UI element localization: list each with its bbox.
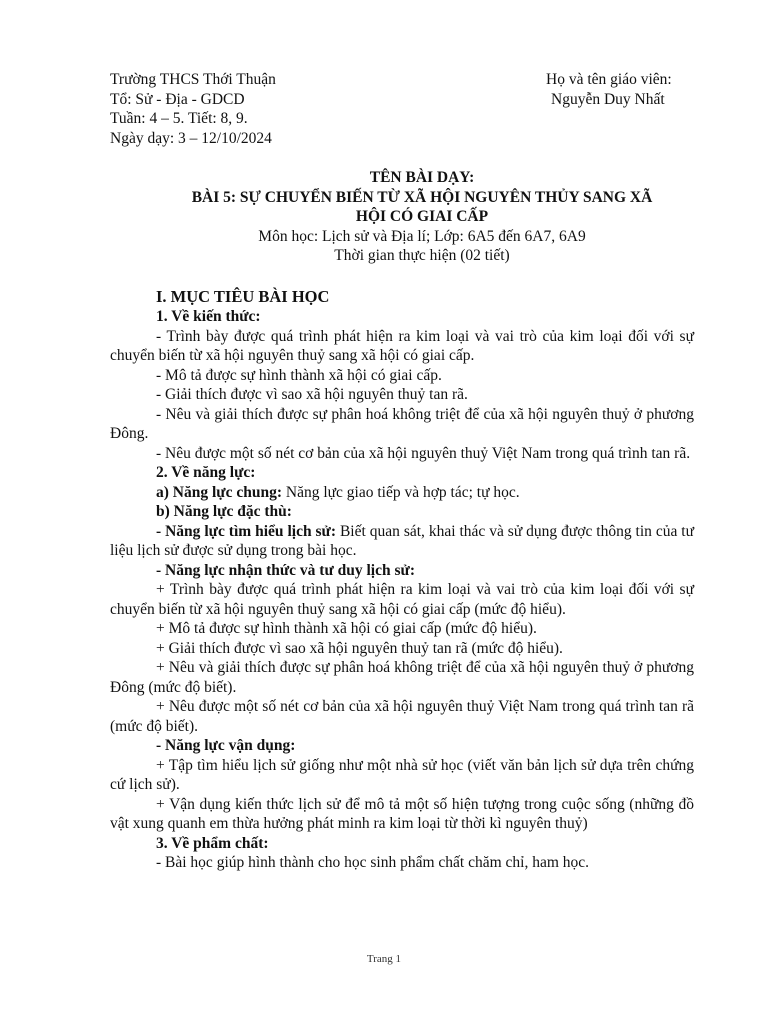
qualities-item: - Bài học giúp hình thành cho học sinh phẩm chất chăm chỉ, ham học. <box>156 854 590 871</box>
research-competence-text: Biết quan sát, khai thác và sử dụng được thông tin của tư liệu lịch sử được sử dụng trong bài học. <box>110 522 694 559</box>
teacher-label: Họ và tên giáo viên: <box>546 71 672 88</box>
general-competence-label: a) Năng lực chung: <box>156 483 282 501</box>
teaching-date: Ngày dạy: 3 – 12/10/2024 <box>110 129 272 147</box>
knowledge-item: - Nêu và giải thích được sự phân hoá không triệt để của xã hội nguyên thuỷ ở phương Đông. <box>110 405 694 442</box>
knowledge-item: - Mô tả được sự hình thành xã hội có giai cấp. <box>156 366 442 384</box>
research-competence <box>110 522 694 561</box>
school-name: Trường THCS Thới Thuận <box>110 71 276 88</box>
specific-competence-heading: b) Năng lực đặc thù: <box>156 503 292 520</box>
knowledge-item: - Giải thích được vì sao xã hội nguyên thuỷ tan rã. <box>156 386 468 403</box>
page-number: Trang 1 <box>366 953 402 965</box>
lesson-title-label: TÊN BÀI DẠY: <box>369 169 475 186</box>
general-competence <box>110 483 694 503</box>
application-item: + Vận dụng kiến thức lịch sử để mô tả một số hiện tượng trong cuộc sống (những đồ vật xung quanh em thừa hưởng phát minh ra kim loại từ thời kì nguyên thuỷ) <box>110 795 694 832</box>
cognition-item: + Trình bày được quá trình phát hiện ra kim loại và vai trò của kim loại đối với sự chuyển biến từ xã hội nguyên thuỷ sang xã hội có giai cấp (mức độ hiểu). <box>110 581 694 618</box>
cognition-item: + Nêu được một số nét cơ bản của xã hội nguyên thuỷ Việt Nam trong quá trình tan rã (mức độ biết). <box>110 698 694 735</box>
lesson-title-line2: HỘI CÓ GIAI CẤP <box>355 208 489 225</box>
header-right-block <box>546 70 706 109</box>
subject-line: Môn học: Lịch sử và Địa lí; Lớp: 6A5 đến 6A7, 6A9 <box>258 227 586 245</box>
cognition-item: + Giải thích được vì sao xã hội nguyên thuỷ tan rã (mức độ hiểu). <box>156 639 563 657</box>
cognition-item: + Mô tả được sự hình thành xã hội có giai cấp (mức độ hiểu). <box>156 620 537 637</box>
application-item: + Tập tìm hiểu lịch sử giống như một nhà sử học (viết văn bản lịch sử dựa trên chứng cứ lịch sử). <box>110 756 694 793</box>
lesson-title-line1: BÀI 5: SỰ CHUYỂN BIẾN TỪ XÃ HỘI NGUYÊN THỦY SANG XÃ <box>191 188 653 206</box>
qualities-heading: 3. Về phẩm chất: <box>156 834 269 852</box>
teacher-name: Nguyễn Duy Nhất <box>551 90 665 108</box>
header-left-block <box>110 70 470 148</box>
knowledge-item: - Trình bày được quá trình phát hiện ra kim loại và vai trò của kim loại đối với sự chuyển biến từ xã hội nguyên thuỷ sang xã hội có giai cấp. <box>110 327 694 364</box>
lesson-title-block <box>150 168 694 266</box>
knowledge-item: - Nêu được một số nét cơ bản của xã hội nguyên thuỷ Việt Nam trong quá trình tan rã. <box>156 444 691 462</box>
duration-line: Thời gian thực hiện (02 tiết) <box>334 247 510 264</box>
lesson-body <box>110 286 694 873</box>
cognition-item: + Nêu và giải thích được sự phân hoá không triệt để của xã hội nguyên thuỷ ở phương Đông (mức độ biết). <box>110 659 694 696</box>
general-competence-text: Năng lực giao tiếp và hợp tác; tự học. <box>282 483 520 501</box>
application-heading: - Năng lực vận dụng: <box>156 737 296 754</box>
knowledge-heading: 1. Về kiến thức: <box>156 308 261 325</box>
section-heading-objectives: I. MỤC TIÊU BÀI HỌC <box>156 287 330 306</box>
research-competence-label: - Năng lực tìm hiểu lịch sử: <box>156 522 337 540</box>
week-period: Tuần: 4 – 5. Tiết: 8, 9. <box>110 110 248 127</box>
competence-heading: 2. Về năng lực: <box>156 464 256 481</box>
cognition-heading: - Năng lực nhận thức và tư duy lịch sử: <box>156 561 415 579</box>
team-name: Tổ: Sử - Địa - GDCD <box>110 90 245 108</box>
